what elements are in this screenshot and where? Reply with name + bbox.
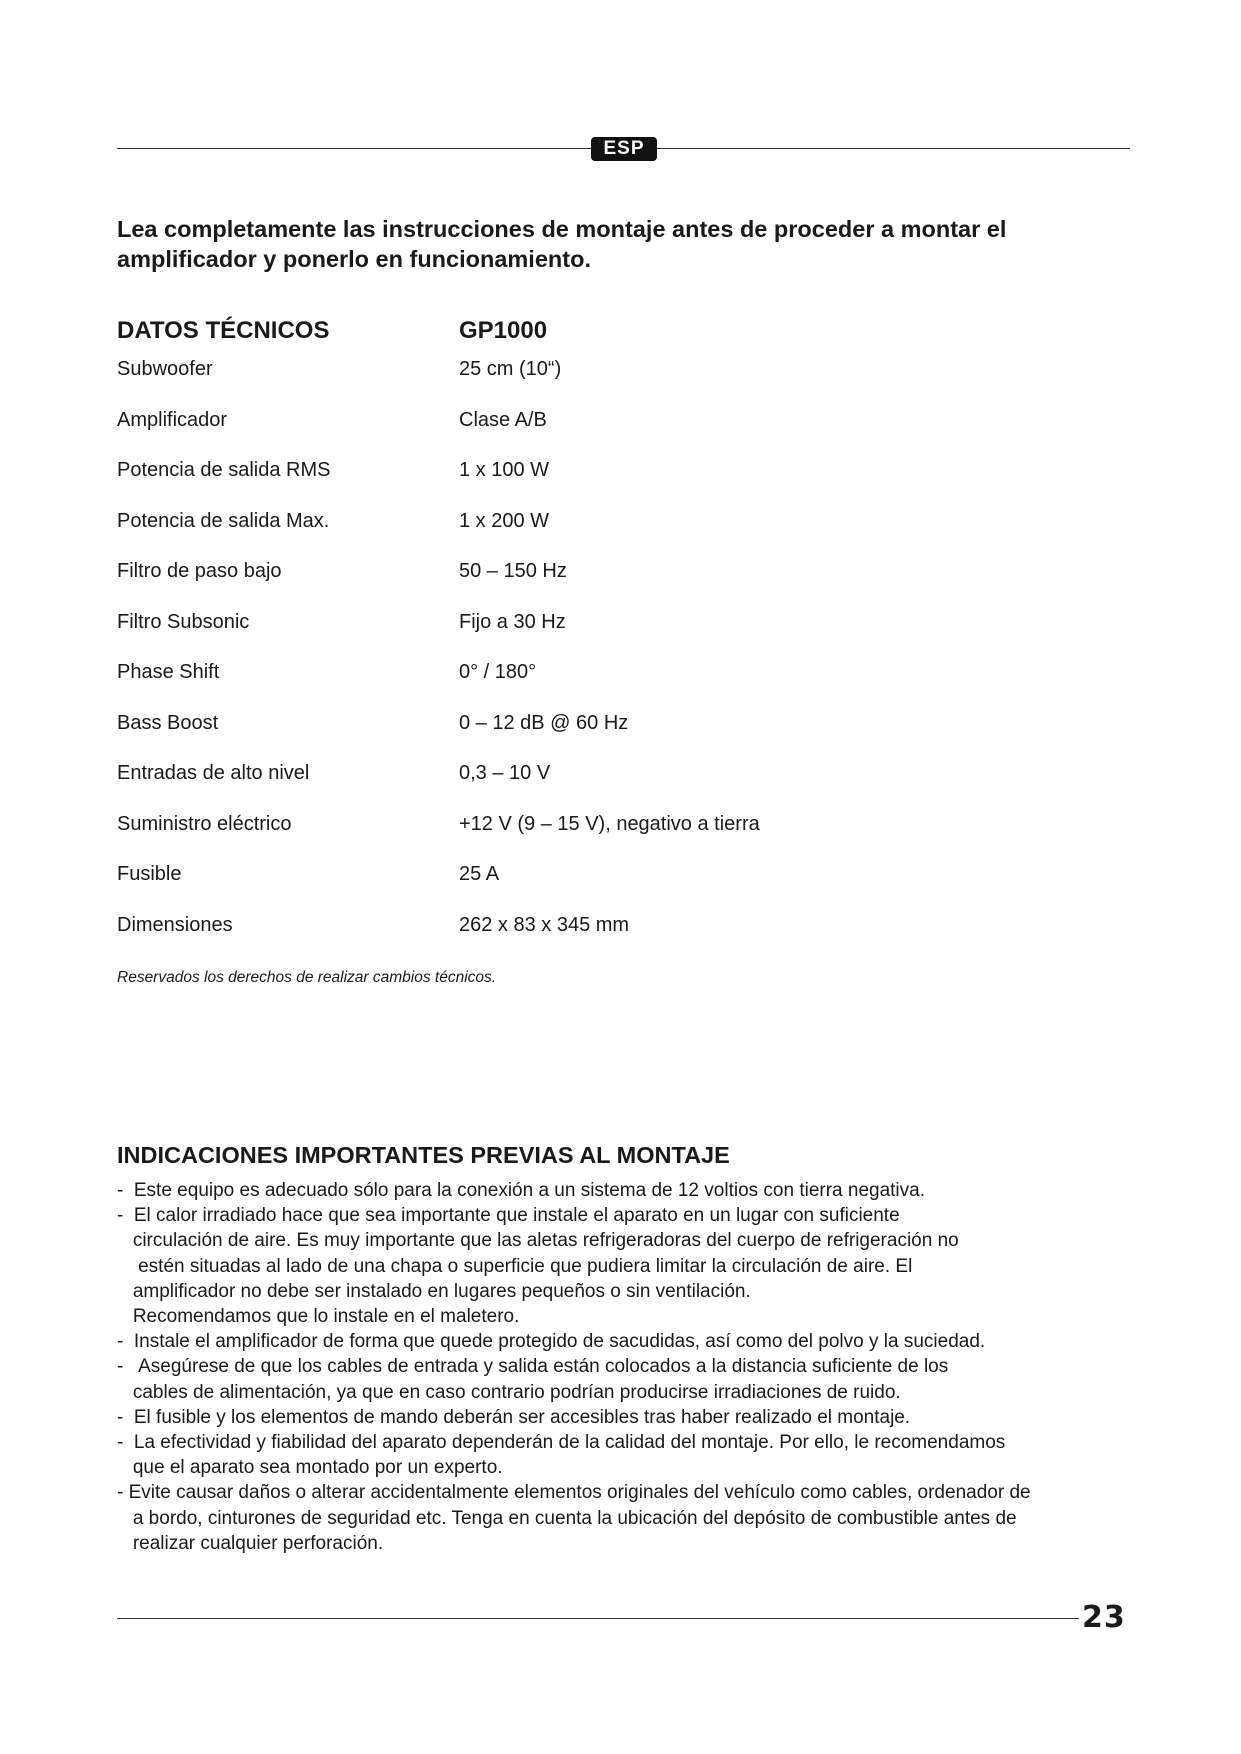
spec-row	[117, 709, 1117, 760]
instruction-line: - Asegúrese de que los cables de entrada y salida están colocados a la distancia suficiente de los	[117, 1356, 949, 1378]
spec-row	[117, 406, 1117, 457]
spec-row	[117, 355, 1117, 406]
spec-row	[117, 658, 1117, 709]
spec-table	[117, 355, 1117, 961]
instruction-line: estén situadas al lado de una chapa o superficie que pudiera limitar la circulación de aire. El	[117, 1255, 913, 1277]
spec-value: 25 A	[459, 863, 500, 885]
spec-label: Fusible	[117, 863, 182, 885]
model-heading: GP1000	[459, 317, 548, 344]
spec-value: +12 V (9 – 15 V), negativo a tierra	[459, 812, 760, 835]
spec-row	[117, 860, 1117, 911]
spec-value: 1 x 100 W	[459, 459, 550, 481]
spec-label: Filtro de paso bajo	[117, 560, 282, 582]
instruction-line: amplificador no debe ser instalado en lugares pequeños o sin ventilación.	[117, 1280, 751, 1302]
spec-label: Potencia de salida RMS	[117, 459, 331, 481]
spec-label: Filtro Subsonic	[117, 610, 250, 633]
instruction-line: - El fusible y los elementos de mando deberán ser accesibles tras haber realizado el montaje.	[117, 1406, 911, 1428]
instruction-line: que el aparato sea montado por un experto.	[117, 1457, 503, 1479]
intro-text: Lea completamente las instrucciones de montaje antes de proceder a montar el amplificador y ponerlo en funcionamiento.	[117, 216, 1007, 272]
spec-value: Fijo a 30 Hz	[459, 610, 566, 633]
spec-value: 0° / 180°	[459, 661, 537, 683]
spec-label: Bass Boost	[117, 711, 219, 734]
spec-value: 25 cm (10“)	[459, 358, 562, 380]
instruction-line: - Instale el amplificador de forma que quede protegido de sacudidas, así como del polvo y la suciedad.	[117, 1331, 986, 1353]
instruction-list	[117, 1178, 1127, 1556]
spec-row	[117, 557, 1117, 608]
spec-label: Subwoofer	[117, 358, 213, 380]
section-title: INDICACIONES IMPORTANTES PREVIAS AL MONTAJE	[117, 1142, 730, 1168]
instruction-line: Recomendamos que lo instale en el maletero.	[117, 1306, 520, 1328]
spec-row	[117, 810, 1117, 861]
instruction-line: - La efectividad y fiabilidad del aparato dependerán de la calidad del montaje. Por ello, le recomendamos	[117, 1432, 1006, 1454]
page-number: 23	[1082, 1600, 1126, 1635]
spec-value: 0 – 12 dB @ 60 Hz	[459, 711, 629, 734]
spec-label: Phase Shift	[117, 661, 220, 683]
spec-label: Suministro eléctrico	[117, 812, 292, 835]
instruction-line: circulación de aire. Es muy importante que las aletas refrigeradoras del cuerpo de refrigeración no	[117, 1230, 959, 1252]
instruction-line: a bordo, cinturones de seguridad etc. Tenga en cuenta la ubicación del depósito de combustible antes de	[117, 1507, 1017, 1529]
instruction-line: - El calor irradiado hace que sea importante que instale el aparato en un lugar con suficiente	[117, 1205, 900, 1227]
spec-label: Potencia de salida Max.	[117, 509, 330, 532]
spec-value: 262 x 83 x 345 mm	[459, 913, 630, 936]
disclaimer: Reservados los derechos de realizar cambios técnicos.	[117, 969, 497, 986]
spec-row	[117, 608, 1117, 659]
footer-rule	[117, 1618, 1079, 1619]
specs-heading: DATOS TÉCNICOS	[117, 317, 330, 344]
spec-value: Clase A/B	[459, 408, 547, 431]
language-badge: ESP	[591, 137, 657, 161]
spec-label: Entradas de alto nivel	[117, 762, 310, 784]
instruction-line: - Este equipo es adecuado sólo para la conexión a un sistema de 12 voltios con tierra negativa.	[117, 1180, 926, 1201]
instruction-line: realizar cualquier perforación.	[117, 1532, 384, 1554]
instruction-line: - Evite causar daños o alterar accidentalmente elementos originales del vehículo como cables, ordenador de	[117, 1482, 1031, 1504]
spec-row	[117, 507, 1117, 558]
spec-label: Amplificador	[117, 408, 228, 431]
spec-label: Dimensiones	[117, 913, 233, 936]
spec-value: 1 x 200 W	[459, 509, 550, 532]
spec-row	[117, 456, 1117, 507]
spec-value: 50 – 150 Hz	[459, 560, 567, 582]
spec-row	[117, 759, 1117, 810]
spec-row	[117, 911, 1117, 962]
instruction-line: cables de alimentación, ya que en caso contrario podrían producirse irradiaciones de ruido.	[117, 1381, 901, 1403]
spec-value: 0,3 – 10 V	[459, 762, 551, 784]
